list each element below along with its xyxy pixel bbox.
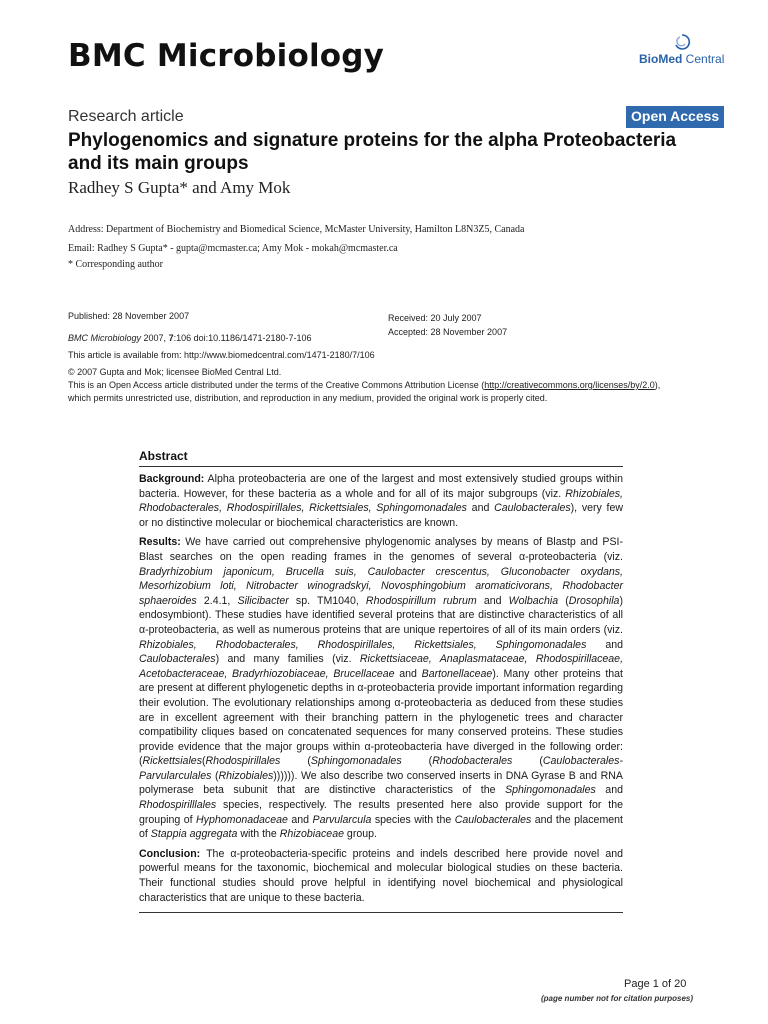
article-type: Research article [68, 108, 184, 125]
page-number: Page 1 of 20 [624, 978, 687, 990]
conclusion-label: Conclusion: [139, 847, 201, 860]
license-close: ), [654, 380, 661, 390]
results-label: Results: [139, 536, 181, 549]
published-date: Published: 28 November 2007 [68, 311, 190, 321]
abstract [139, 449, 623, 913]
citation-volume: 7 [168, 333, 174, 343]
citation-year: 2007, [141, 333, 169, 343]
accepted-date: Accepted: 28 November 2007 [388, 327, 508, 337]
author-email: Email: Radhey S Gupta* - gupta@mcmaster.ca; Amy Mok - mokah@mcmaster.ca [68, 243, 398, 254]
abstract-conclusion: Conclusion: The α-proteobacteria-specific proteins and indels described here provide novel and powerful means for the taxonomic, biochemical and molecular biological studies on these bacteria. Their functional studies should prove helpful in identifying novel biochemical and physiological characteristics that are unique to these bacteria. [139, 847, 623, 904]
author-address: Address: Department of Biochemistry and Biomedical Science, McMaster University, Hamilton L8N3Z5, Canada [68, 224, 525, 235]
corresponding-author: * Corresponding author [68, 259, 163, 270]
citation-journal: BMC Microbiology [68, 333, 142, 343]
page-number-note: (page number not for citation purposes) [541, 994, 694, 1003]
availability-link[interactable]: This article is available from: http://www.biomedcentral.com/1471-2180/7/106 [68, 350, 375, 360]
biomed-central-logo[interactable] [639, 30, 729, 70]
license-text: This is an Open Access article distributed under the terms of the Creative Commons Attribution License ( [68, 380, 485, 390]
license-terms: which permits unrestricted use, distribution, and reproduction in any medium, provided the original work is properly cited. [68, 393, 548, 403]
journal-title: BMC Microbiology [68, 38, 385, 74]
license-link[interactable]: http://creativecommons.org/licenses/by/2.0 [484, 380, 655, 390]
abstract-bottom-rule [139, 912, 623, 913]
citation-doi: :106 doi:10.1186/1471-2180-7-106 [173, 333, 312, 343]
paper-title: Phylogenomics and signature proteins for the alpha Proteobacteria and its main groups [68, 130, 677, 174]
abstract-background: Background: Alpha proteobacteria are one of the largest and most extensively studied groups within bacteria. However, for these bacteria as a whole and for all of its major subgroups (viz. Rhizobiales, Rhodobacterales, Rhodospirillales, Rickettsiales, Sphingomonadales and Caulobacterales), very few or no distinctive molecular or biochemical characteristics are known. [139, 473, 624, 529]
copyright: © 2007 Gupta and Mok; licensee BioMed Central Ltd. [68, 367, 282, 377]
license [68, 379, 660, 392]
open-access-badge: Open Access [626, 106, 724, 128]
abstract-heading: Abstract [139, 449, 188, 463]
abstract-top-rule [139, 466, 623, 467]
abstract-results: Results: We have carried out comprehensive phylogenomic analyses by means of Blastp and PSI-Blast searches on the open reading frames in the genomes of several α-proteobacteria (viz. Bradyrhizobium japonicum, Brucella suis, Caulobacter crescentus, Gluconobacter oxydans, Mesorhizobium loti, Nitrobacter winogradskyi, Novosphingobium aromaticivorans, Rhodobacter sphaeroides 2.4.1, Silicibacter sp. TM1040, Rhodospirillum rubrum and Wolbachia (Drosophila) endosymbiont). These studies have identified several proteins that are distinctive characteristics of all α-proteobacteria, as well as numerous proteins that are unique repertoires of all of its main orders (viz. Rhizobiales, Rhodobacterales, Rhodospirillales, Rickettsiales, Sphingomonadales and Caulobacterales) and many families (viz. Rickettsiaceae, Anaplasmataceae, Rhodospirillaceae, Acetobacteraceae, Bradyrhiozobiaceae, Brucellaceae and Bartonellaceae). Many other proteins that are present at different phylogenetic depths in α-proteobacteria provide important information regarding their evolution. The evolutionary relationships among α-proteobacteria as deduced from these studies are in excellent agreement with their branching pattern in the phylogenetic trees and character compatibility cliques based on concatenated sequences for many conserved proteins. These studies provide evidence that the major groups within α-proteobacteria have diverged in the following order: (Rickettsiales(Rhodospirillales (Sphingomonadales (Rhodobacterales (Caulobacterales-Parvularculales (Rhizobiales)))))). We also describe two conserved inserts in DNA Gyrase B and RNA polymerase beta subunit that are distinctive characteristics of the Sphingomonadales and Rhodospirilllales species, respectively. The results presented here also provide support for the grouping of Hyphomonadaceae and Parvularcula species with the Caulobacterales and the placement of Stappia aggregata with the Rhizobiaceae group. [139, 536, 624, 841]
brand-central: Central [682, 52, 725, 66]
citation [68, 332, 312, 345]
biomed-swirl-icon [672, 32, 692, 52]
authors: Radhey S Gupta* and Amy Mok [68, 178, 291, 197]
received-date: Received: 20 July 2007 [388, 313, 482, 323]
background-label: Background: [139, 473, 205, 485]
brand-biomed: BioMed [639, 52, 683, 66]
